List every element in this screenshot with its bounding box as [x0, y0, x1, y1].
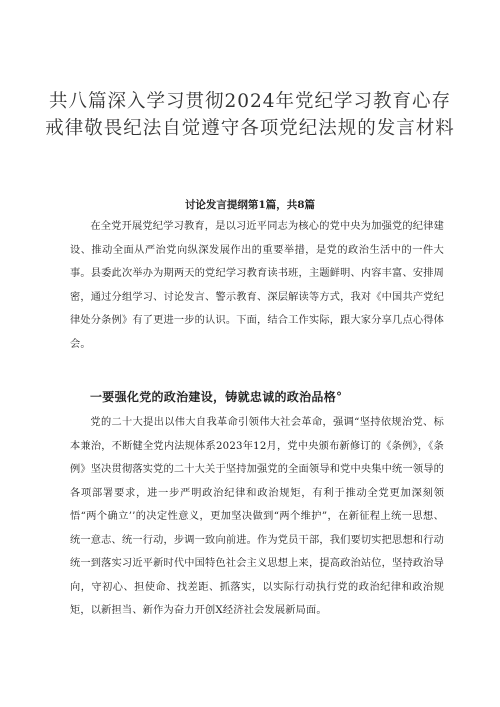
paragraph-section-1: 党的二十大提出以伟大自我革命引领伟大社会革命，强调“坚持依规治党、标本兼治，不断健全党内法规体系2023年12月，党中央颁布新修订的《条例》，《条例》坚决贯彻落实党的二十大关于坚持加强党的全面领导和党中央集中统一领导的各项部署要求，进一步严明政治纪律和政治规矩，有利于推动全党更加深刻领悟“两个确立’’的决定性意义，更加坚决做到“两个维护”，在新征程上统一思想、统一意志、统一行动，步调一致向前进。作为党员干部，我们要切实把思想和行动统一到落实习近平新时代中国特色社会主义思想上来，提高政治站位，坚持政治导向，守初心、担使命、找差距、抓落实，以实际行动执行党的政治纪律和政治规矩，以新担当、新作为奋力开创X经济社会发展新局面。 [70, 417, 444, 616]
paragraph-intro: 在全党开展党纪学习教育，是以习近平同志为核心的党中央为加强党的纪律建设、推动全面从严治党向纵深发展作出的重要举措，是党的政治生活中的一件大事。县委此次举办为期两天的党纪学习教育读书班，主题鲜明、内容丰富、安排周密，通过分组学习、讨论发言、警示教育、深层解读等方式，我对《中国共产党纪律处分条例》有了更进一步的认识。下面，结合工作实际，跟大家分享几点心得体会。 [70, 221, 444, 350]
document-title: 共八篇深入学习贯彻2024年党纪学习教育心存戒律敬畏纪法自觉遵守各项党纪法规的发言材料 [45, 91, 455, 139]
section-heading-1: 一要强化党的政治建设，铸就忠诚的政治品格° [90, 390, 343, 404]
document-subtitle: 讨论发言提纲第1篇，共8篇 [184, 199, 316, 211]
